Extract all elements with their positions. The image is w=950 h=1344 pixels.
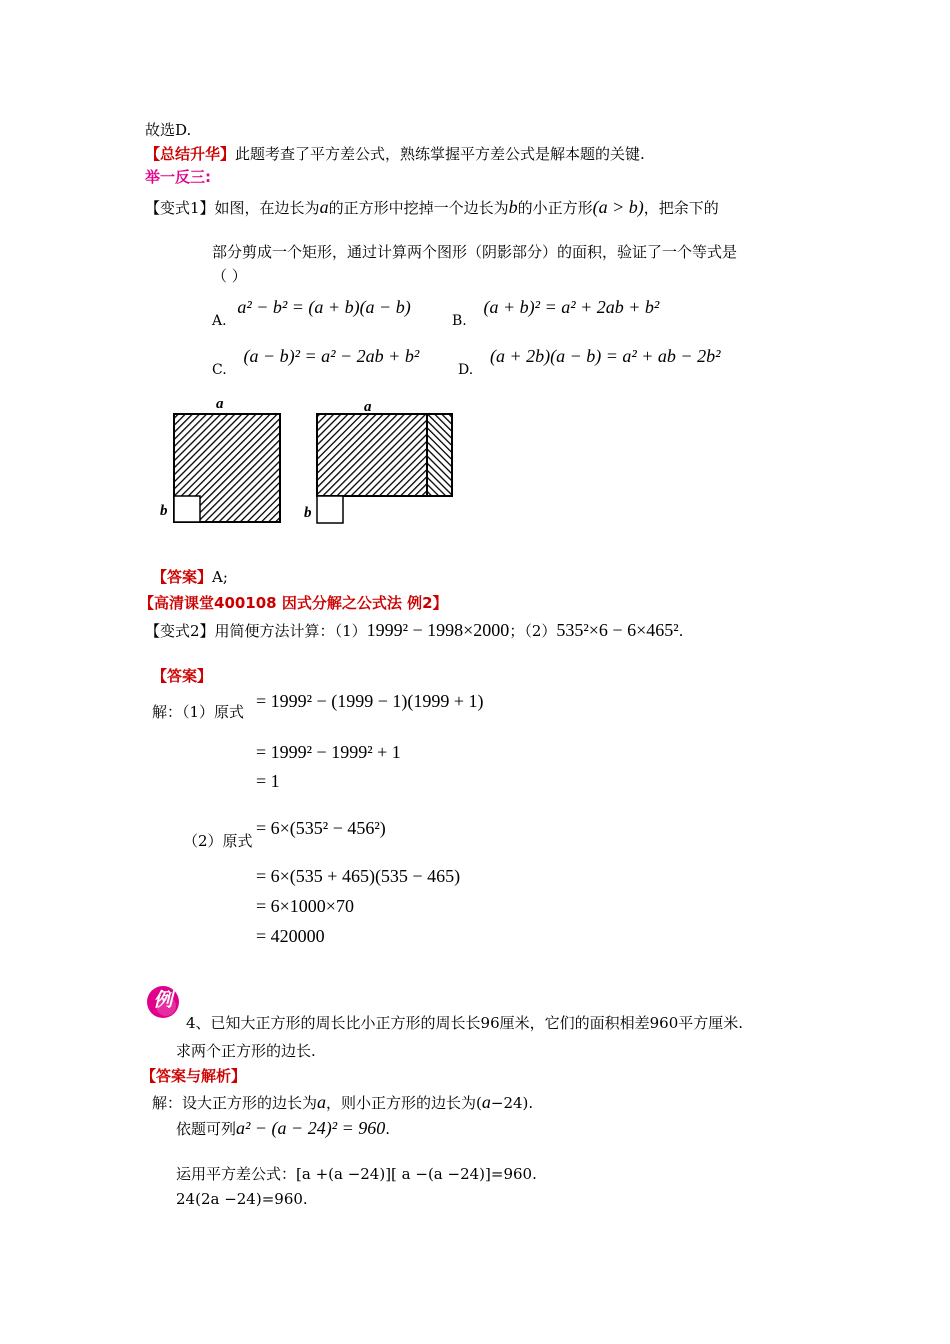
variant2-line [145, 620, 683, 642]
part1-label: （1） [334, 622, 367, 640]
separator: ； [509, 622, 525, 640]
square-figure [150, 392, 470, 532]
practice-heading: 举一反三: [145, 168, 211, 186]
option-d [458, 346, 721, 378]
part2-label: （2） [524, 622, 557, 640]
example4-line1: 4、已知大正方形的周长比小正方形的周长长96厘米，它们的面积相差960平方厘米. [186, 1014, 744, 1032]
solution1-prefix: 解：（1）原式 [152, 703, 245, 721]
var-b: b [508, 197, 518, 217]
variant1-line1 [145, 197, 719, 219]
sol-text-b: ，则小正方形的边长为( [326, 1094, 482, 1112]
end-period: . [678, 622, 684, 640]
part1-expression: 1999² − 1998×2000 [366, 620, 510, 640]
label-a-left: a [216, 396, 224, 412]
solution2-step2: = 6×(535 + 465)(535 − 465) [256, 866, 461, 886]
answer-value: A; [212, 568, 228, 586]
option-d-formula: (a + 2b)(a − b) = a² + ab − 2b² [489, 346, 721, 366]
option-d-letter: D. [458, 362, 474, 378]
summary-line [145, 145, 645, 163]
sol2-end: . [385, 1120, 391, 1138]
option-c-letter: C. [212, 362, 227, 378]
variant2-tag: 【变式2】 [145, 622, 215, 640]
part2-expression: 535²×6 − 6×465² [556, 620, 679, 640]
solution2-prefix: （2）原式 [183, 832, 253, 850]
small-square-right [317, 496, 343, 523]
variant1-tag: 【变式1】 [145, 199, 215, 217]
example4-solution-line4: 24(2a −24)=960. [176, 1190, 308, 1208]
solution2-step4: = 420000 [256, 926, 325, 946]
option-b-letter: B. [452, 313, 467, 329]
conclusion-text: 故选D. [145, 121, 192, 139]
option-b-formula: (a + b)² = a² + 2ab + b² [483, 297, 660, 317]
rectangle-main [317, 414, 427, 496]
option-c-formula: (a − b)² = a² − 2ab + b² [243, 346, 420, 366]
var-a: a [319, 197, 329, 217]
lecture-reference: 【高清课堂400108 因式分解之公式法 例2】 [139, 594, 448, 612]
rectangle-strip [427, 414, 452, 496]
option-a-formula: a² − b² = (a + b)(a − b) [237, 297, 411, 317]
answer-tag: 【答案】 [152, 568, 213, 586]
summary-text: 此题考查了平方差公式，熟练掌握平方差公式是解本题的关键. [235, 145, 645, 163]
option-c [212, 346, 420, 378]
sol2-text: 依题可列 [176, 1120, 237, 1138]
variant1-text-3: 的小正方形 [517, 199, 593, 217]
small-square-cutout [174, 496, 200, 522]
example-badge-text: 例 [153, 989, 173, 1011]
example4-answer-tag: 【答案与解析】 [141, 1067, 247, 1085]
answer-paren: （ ） [212, 267, 247, 285]
sol-text-a: 解：设大正方形的边长为 [152, 1094, 318, 1112]
sol-var-a2: a [481, 1092, 491, 1112]
option-a [212, 297, 411, 329]
example-badge [146, 985, 180, 1019]
solution1-step1: = 1999² − (1999 − 1)(1999 + 1) [256, 691, 484, 711]
summary-tag: 【总结升华】 [145, 145, 236, 163]
variant1-text-1: 如图，在边长为 [214, 199, 320, 217]
sol-text-d: −24). [490, 1094, 534, 1112]
label-b-right: b [304, 505, 312, 521]
variant1-answer [152, 568, 228, 586]
variant1-text-2: 的正方形中挖掉一个边长为 [328, 199, 509, 217]
sol2-formula: a² − (a − 24)² = 960 [236, 1118, 386, 1138]
example4-solution-line1 [152, 1092, 533, 1114]
solution2-step1: = 6×(535² − 456²) [256, 818, 386, 838]
variant1-text-4: ，把余下的 [643, 199, 719, 217]
example4-line2: 求两个正方形的边长. [176, 1042, 316, 1060]
option-b [452, 297, 660, 329]
variant1-condition: (a > b) [592, 197, 644, 217]
variant1-line2: 部分剪成一个矩形，通过计算两个图形（阴影部分）的面积，验证了一个等式是 [212, 243, 738, 261]
solution2-step3: = 6×1000×70 [256, 896, 354, 916]
example4-solution-line3: 运用平方差公式：[a +(a −24)][ a −(a −24)]=960. [176, 1165, 537, 1183]
sol-var-a: a [317, 1092, 327, 1112]
example4-solution-line2 [176, 1118, 390, 1140]
solution1-step2: = 1999² − 1999² + 1 [256, 742, 401, 762]
variant2-answer-tag: 【答案】 [152, 667, 213, 685]
option-a-letter: A. [212, 313, 227, 329]
solution1-step3: = 1 [256, 771, 280, 791]
label-a-right: a [364, 399, 372, 415]
label-b-left: b [160, 503, 168, 519]
variant2-text: 用简便方法计算： [214, 622, 335, 640]
